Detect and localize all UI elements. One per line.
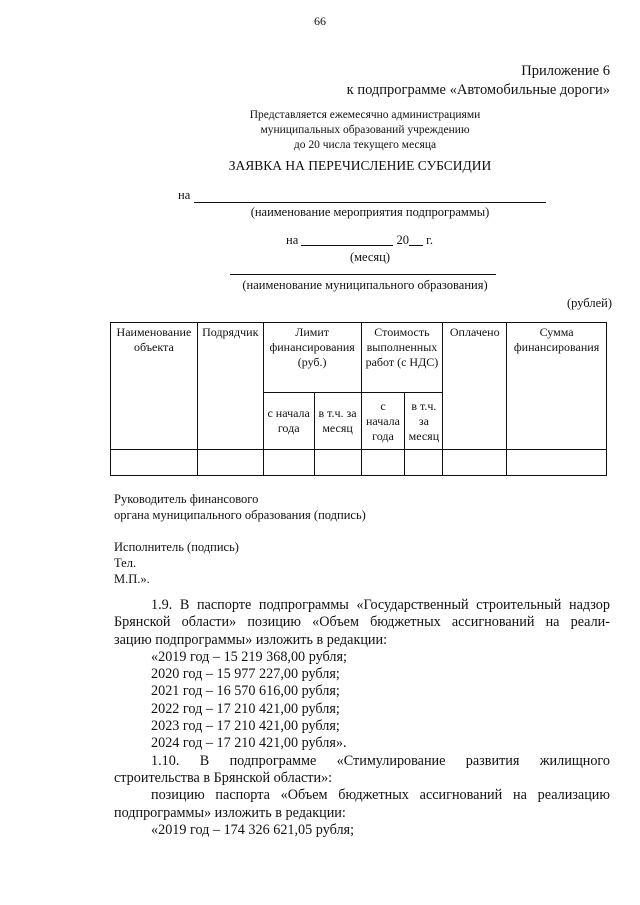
municipality-rule [230, 274, 496, 275]
event-line-rule [194, 202, 546, 203]
paragraph-line: подпрограммы» изложить в редакции: [114, 804, 346, 821]
appendix-number: Приложение 6 [521, 63, 610, 79]
date-line-prefix: на [286, 233, 299, 247]
subheader-limit-incl-month: в т.ч. за месяц [314, 393, 361, 450]
table-cell [443, 450, 507, 476]
header-object-name: Наименование объекта [111, 323, 198, 450]
paragraph-line: Брянской области» позицию «Объем бюджетных ассигнований на реали- [114, 614, 610, 631]
budget-line: 2021 год – 16 570 616,00 рубля; [151, 683, 340, 700]
paragraph-line: строительства в Брянской области»: [114, 769, 333, 786]
year-blank [409, 233, 423, 246]
main-text [114, 597, 610, 839]
submission-note-line: до 20 числа текущего месяца [293, 139, 437, 151]
appendix-subprogram: к подпрограмме «Автомобильные дороги» [346, 82, 610, 98]
event-caption: (наименование мероприятия подпрограммы) [250, 205, 490, 219]
table-cell [314, 450, 361, 476]
budget-line: 2023 год – 17 210 421,00 рубля; [151, 718, 340, 735]
table-row [111, 450, 607, 476]
signature-head-line: Руководитель финансового [114, 492, 259, 506]
submission-note-line: Представляется ежемесячно администрациями [249, 109, 481, 121]
table-cell [197, 450, 263, 476]
subsidy-request-table [110, 322, 607, 476]
table-cell [111, 450, 198, 476]
header-contractor: Подрядчик [197, 323, 263, 450]
page-number: 66 [314, 14, 326, 28]
signature-block [114, 491, 366, 587]
paragraph-line: 1.10. В подпрограмме «Стимулирование развития жилищного [151, 752, 610, 769]
municipality-caption: (наименование муниципального образования) [242, 278, 488, 292]
budget-line: «2019 год – 15 219 368,00 рубля; [151, 648, 347, 665]
budget-line: «2019 год – 174 326 621,05 рубля; [151, 821, 355, 838]
subheader-cost-incl-month: в т.ч. за месяц [405, 393, 443, 450]
subheader-cost-from-year-start: с начала года [361, 393, 405, 450]
header-funding-amount: Сумма финансирования [507, 323, 607, 450]
signature-seal: М.П.». [114, 572, 150, 586]
paragraph-line: 1.9. В паспорте подпрограммы «Государственный строительный надзор [151, 597, 610, 613]
subheader-limit-from-year-start: с начала года [263, 393, 314, 450]
budget-line: 2020 год – 15 977 227,00 рубля; [151, 666, 340, 683]
paragraph-line: позицию паспорта «Объем бюджетных ассигнований на реализацию [151, 787, 610, 804]
table-header-row [111, 323, 607, 393]
signature-phone: Тел. [114, 556, 137, 570]
budget-line: 2024 год – 17 210 421,00 рубля». [151, 735, 347, 752]
header-paid: Оплачено [443, 323, 507, 450]
signature-head-line: органа муниципального образования (подпись) [114, 508, 366, 522]
month-blank [301, 233, 393, 246]
signature-executor: Исполнитель (подпись) [114, 540, 239, 554]
month-caption: (месяц) [349, 250, 391, 264]
submission-note-line: муниципальных образований учреждению [260, 124, 470, 136]
table-cell [361, 450, 405, 476]
table-cell [405, 450, 443, 476]
table-cell [507, 450, 607, 476]
header-cost: Стоимость выполненных работ (с НДС) [361, 323, 443, 393]
currency-note: (рублей) [566, 296, 612, 310]
submission-note [200, 108, 530, 153]
year-prefix: 20 [396, 233, 409, 247]
paragraph-line: зацию подпрограммы» изложить в редакции: [114, 631, 388, 648]
header-limit: Лимит финансирования (руб.) [263, 323, 361, 393]
event-line-prefix: на [178, 188, 191, 202]
year-suffix: г. [426, 233, 433, 247]
table-cell [263, 450, 314, 476]
date-line [286, 233, 433, 248]
appendix-header [347, 62, 610, 100]
form-title: ЗАЯВКА НА ПЕРЕЧИСЛЕНИЕ СУБСИДИИ [228, 158, 492, 173]
budget-line: 2022 год – 17 210 421,00 рубля; [151, 700, 340, 717]
